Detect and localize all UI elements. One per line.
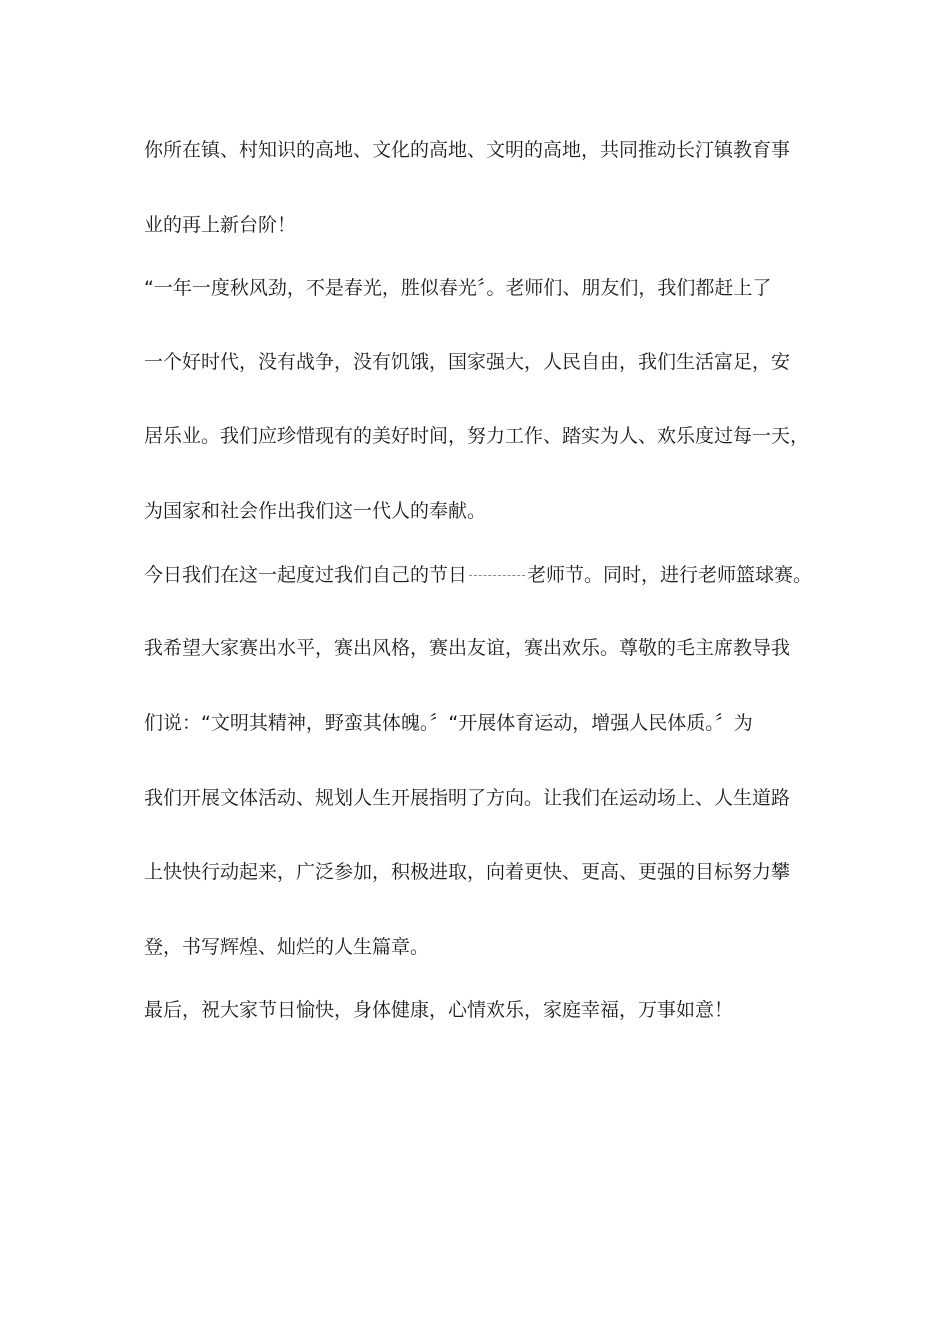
- dash-separator: [469, 575, 525, 576]
- paragraph-3-line-4: 我们开展文体活动、规划人生开展指明了方向。让我们在运动场上、人生道路: [144, 787, 791, 809]
- paragraph-1-line-2: 业的再上新台阶！: [144, 214, 297, 236]
- paragraph-2-line-2: 一个好时代，没有战争，没有饥饿，国家强大，人民自由，我们生活富足，安: [144, 351, 791, 373]
- paragraph-1-line-1: 你所在镇、村知识的高地、文化的高地、文明的高地，共同推动长汀镇教育事: [144, 139, 791, 161]
- paragraph-3-line-1: [144, 563, 812, 587]
- paragraph-2-line-4: 为国家和社会作出我们这一代人的奉献。: [144, 500, 487, 522]
- paragraph-3-line-1-after-dash: 老师节。同时，进行老师篮球赛。: [527, 564, 813, 586]
- paragraph-3-line-2: 我希望大家赛出水平，赛出风格，赛出友谊，赛出欢乐。尊敬的毛主席教导我: [144, 637, 791, 659]
- paragraph-3-line-1-before-dash: 今日我们在这一起度过我们自己的节日: [144, 564, 468, 586]
- paragraph-3-line-6: 登，书写辉煌、灿烂的人生篇章。: [144, 936, 430, 958]
- paragraph-2-line-1: “一年一度秋风劲，不是春光，胜似春光〞。老师们、朋友们，我们都赶上了: [144, 277, 772, 299]
- paragraph-3-line-5: 上快快行动起来，广泛参加，积极进取，向着更快、更高、更强的目标努力攀: [144, 861, 791, 883]
- paragraph-4-line-1: 最后，祝大家节日愉快，身体健康，心情欢乐，家庭幸福，万事如意！: [144, 999, 734, 1021]
- paragraph-3-line-3: 们说：“文明其精神，野蛮其体魄。〞“开展体育运动，增强人民体质。〞为: [144, 712, 753, 734]
- paragraph-2-line-3: 居乐业。我们应珍惜现有的美好时间，努力工作、踏实为人、欢乐度过每一天，: [144, 425, 810, 447]
